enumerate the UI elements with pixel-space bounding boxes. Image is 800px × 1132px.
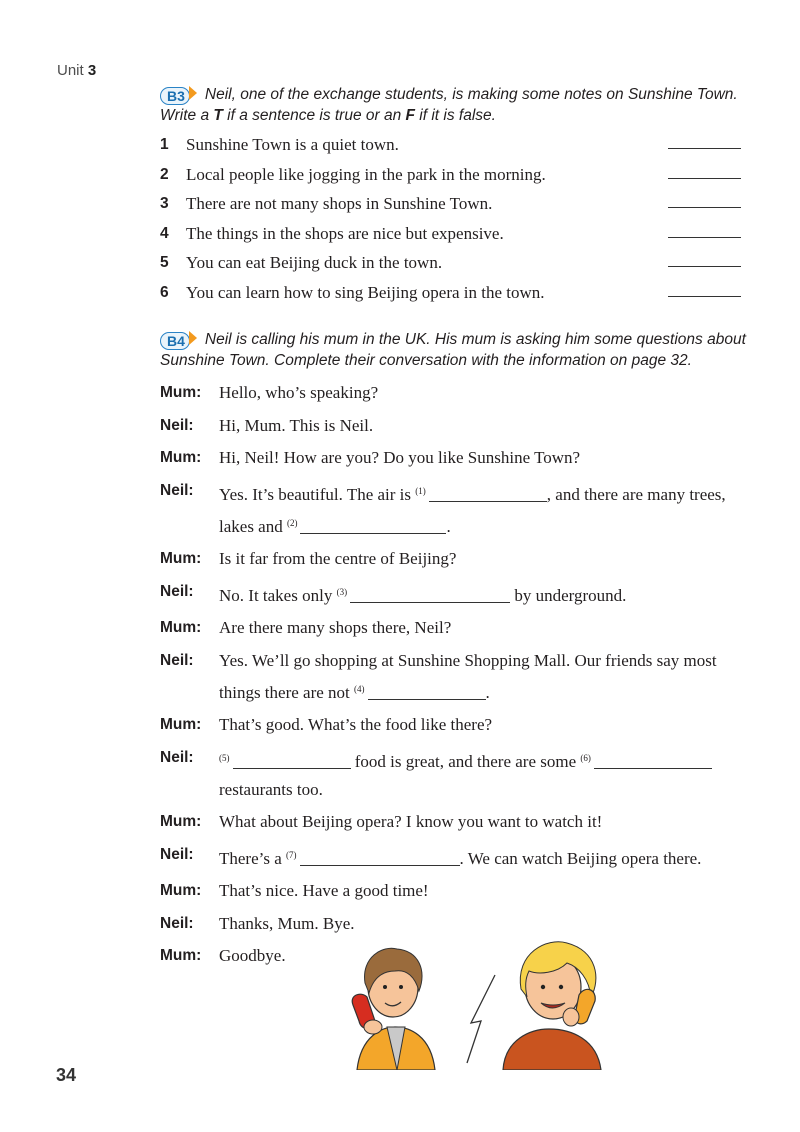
dialogue-line xyxy=(160,412,760,440)
letter-f: F xyxy=(405,107,415,124)
b3-tag: B3 xyxy=(160,87,190,105)
fill-blank-1[interactable] xyxy=(429,485,547,502)
text-part: No. It takes only xyxy=(219,585,337,605)
answer-blank[interactable] xyxy=(668,266,741,267)
dialogue-line xyxy=(160,477,760,541)
dialogue-line xyxy=(160,711,760,739)
speaker-mum: Mum: xyxy=(160,449,202,466)
dialogue-line xyxy=(160,614,760,642)
item-text: You can learn how to sing Beijing opera in the town. xyxy=(186,282,545,302)
speaker-neil: Neil: xyxy=(160,651,194,669)
b4-instruction xyxy=(160,329,770,371)
text-part: There’s a xyxy=(219,848,287,868)
text-part: Yes. We’ll go shopping at Sunshine Shopping Mall. Our friends say most things there are not xyxy=(219,650,717,702)
dialogue-line xyxy=(160,444,760,472)
fill-blank-7[interactable] xyxy=(300,849,460,866)
answer-blank[interactable] xyxy=(668,148,741,149)
dialogue xyxy=(160,379,760,975)
play-arrow-icon xyxy=(189,86,197,100)
line-text: Hi, Neil! How are you? Do you like Sunshine Town? xyxy=(219,448,581,467)
dialogue-line xyxy=(160,744,760,804)
unit-number: 3 xyxy=(87,62,97,79)
text-part: . xyxy=(446,516,451,536)
speaker-neil: Neil: xyxy=(160,582,194,600)
line-text xyxy=(219,744,760,804)
line-text: Hi, Mum. This is Neil. xyxy=(219,415,374,435)
dialogue-line xyxy=(160,647,760,707)
line-text: Thanks, Mum. Bye. xyxy=(219,913,355,933)
dialogue-line xyxy=(160,877,760,905)
item-number: 1 xyxy=(160,136,169,153)
line-text: That’s good. What’s the food like there? xyxy=(219,715,493,734)
answer-blank[interactable] xyxy=(668,237,741,238)
line-text xyxy=(219,647,760,707)
speaker-neil: Neil: xyxy=(160,481,194,499)
item-text: Local people like jogging in the park in the morning. xyxy=(186,164,546,184)
answer-blank[interactable] xyxy=(668,296,741,297)
blank-number: (5) xyxy=(219,752,230,763)
line-text xyxy=(219,578,760,610)
item-text: Sunshine Town is a quiet town. xyxy=(186,135,399,154)
fill-blank-5[interactable] xyxy=(233,752,351,769)
speaker-mum: Mum: xyxy=(160,716,202,733)
blank-number: (6) xyxy=(580,752,591,763)
text-part: , and there are many trees, lakes and xyxy=(219,484,726,536)
item-number: 5 xyxy=(160,254,169,271)
item-text: There are not many shops in Sunshine Town. xyxy=(186,194,493,213)
text-part: restaurants too. xyxy=(219,779,323,799)
text-part: . xyxy=(485,682,490,702)
fill-blank-6[interactable] xyxy=(594,752,712,769)
true-false-list xyxy=(160,133,745,310)
page-number: 34 xyxy=(56,1065,77,1085)
speaker-neil: Neil: xyxy=(160,748,194,766)
speaker-mum: Mum: xyxy=(160,813,202,830)
item-text: You can eat Beijing duck in the town. xyxy=(186,253,443,272)
item-number: 6 xyxy=(160,283,169,301)
speaker-mum: Mum: xyxy=(160,882,202,899)
line-text: Hello, who’s speaking? xyxy=(219,383,379,402)
item-number: 2 xyxy=(160,165,169,183)
item-number: 4 xyxy=(160,224,169,242)
speaker-mum: Mum: xyxy=(160,947,202,964)
list-item xyxy=(160,192,745,222)
b4-instruction-text: Neil is calling his mum in the UK. His mum is asking him some questions about Sunshine Town. Complete their conversation with the information on page 32. xyxy=(160,331,746,369)
line-text xyxy=(219,477,760,541)
line-text: Goodbye. xyxy=(219,946,286,965)
line-text: That’s nice. Have a good time! xyxy=(219,881,429,900)
dialogue-line xyxy=(160,545,760,573)
line-text: Are there many shops there, Neil? xyxy=(219,618,452,637)
list-item xyxy=(160,222,745,252)
line-text xyxy=(219,841,760,873)
b3-instruction-text-c: if it is false. xyxy=(415,107,496,124)
list-item xyxy=(160,281,745,311)
b4-tag: B4 xyxy=(160,332,190,350)
phone-call-illustration xyxy=(335,935,635,1070)
fill-blank-3[interactable] xyxy=(350,586,510,603)
line-text: What about Beijing opera? I know you want to watch it! xyxy=(219,812,603,831)
b3-instruction-text-b: if a sentence is true or an xyxy=(222,107,406,124)
unit-label xyxy=(57,62,96,79)
play-arrow-icon xyxy=(189,331,197,345)
text-part: Yes. It’s beautiful. The air is xyxy=(219,484,416,504)
neil-on-phone-figure xyxy=(352,948,435,1070)
dialogue-line xyxy=(160,379,760,407)
speaker-mum: Mum: xyxy=(160,550,202,567)
item-text: The things in the shops are nice but expensive. xyxy=(186,223,504,243)
item-number: 3 xyxy=(160,195,169,212)
b3-instruction xyxy=(160,84,770,126)
text-part: by underground. xyxy=(510,585,627,605)
text-part: food is great, and there are some xyxy=(350,751,581,771)
blank-number: (1) xyxy=(415,485,426,496)
fill-blank-4[interactable] xyxy=(368,683,486,700)
dialogue-line xyxy=(160,578,760,610)
speaker-neil: Neil: xyxy=(160,416,194,434)
speaker-neil: Neil: xyxy=(160,845,194,863)
blank-number: (2) xyxy=(286,517,298,528)
speaker-mum: Mum: xyxy=(160,384,202,401)
list-item xyxy=(160,163,745,193)
speaker-mum: Mum: xyxy=(160,619,202,636)
phone-signal-lightning xyxy=(467,975,495,1063)
dialogue-line xyxy=(160,841,760,873)
list-item xyxy=(160,251,745,281)
answer-blank[interactable] xyxy=(668,207,741,208)
mum-on-phone-figure xyxy=(503,942,601,1070)
text-part: . We can watch Beijing opera there. xyxy=(459,848,702,868)
blank-number: (7) xyxy=(286,849,297,860)
dialogue-line xyxy=(160,808,760,836)
blank-number: (4) xyxy=(354,683,365,694)
unit-word: Unit xyxy=(57,62,84,79)
speaker-neil: Neil: xyxy=(160,914,194,932)
fill-blank-2[interactable] xyxy=(300,517,446,534)
blank-number: (3) xyxy=(336,586,348,597)
dialogue-line xyxy=(160,910,760,938)
letter-t: T xyxy=(213,107,223,124)
list-item xyxy=(160,133,745,163)
answer-blank[interactable] xyxy=(668,178,741,179)
line-text: Is it far from the centre of Beijing? xyxy=(219,549,457,568)
b3-instruction-text-a: Neil, one of the exchange students, is making some notes on Sunshine Town. Write a xyxy=(160,86,738,124)
